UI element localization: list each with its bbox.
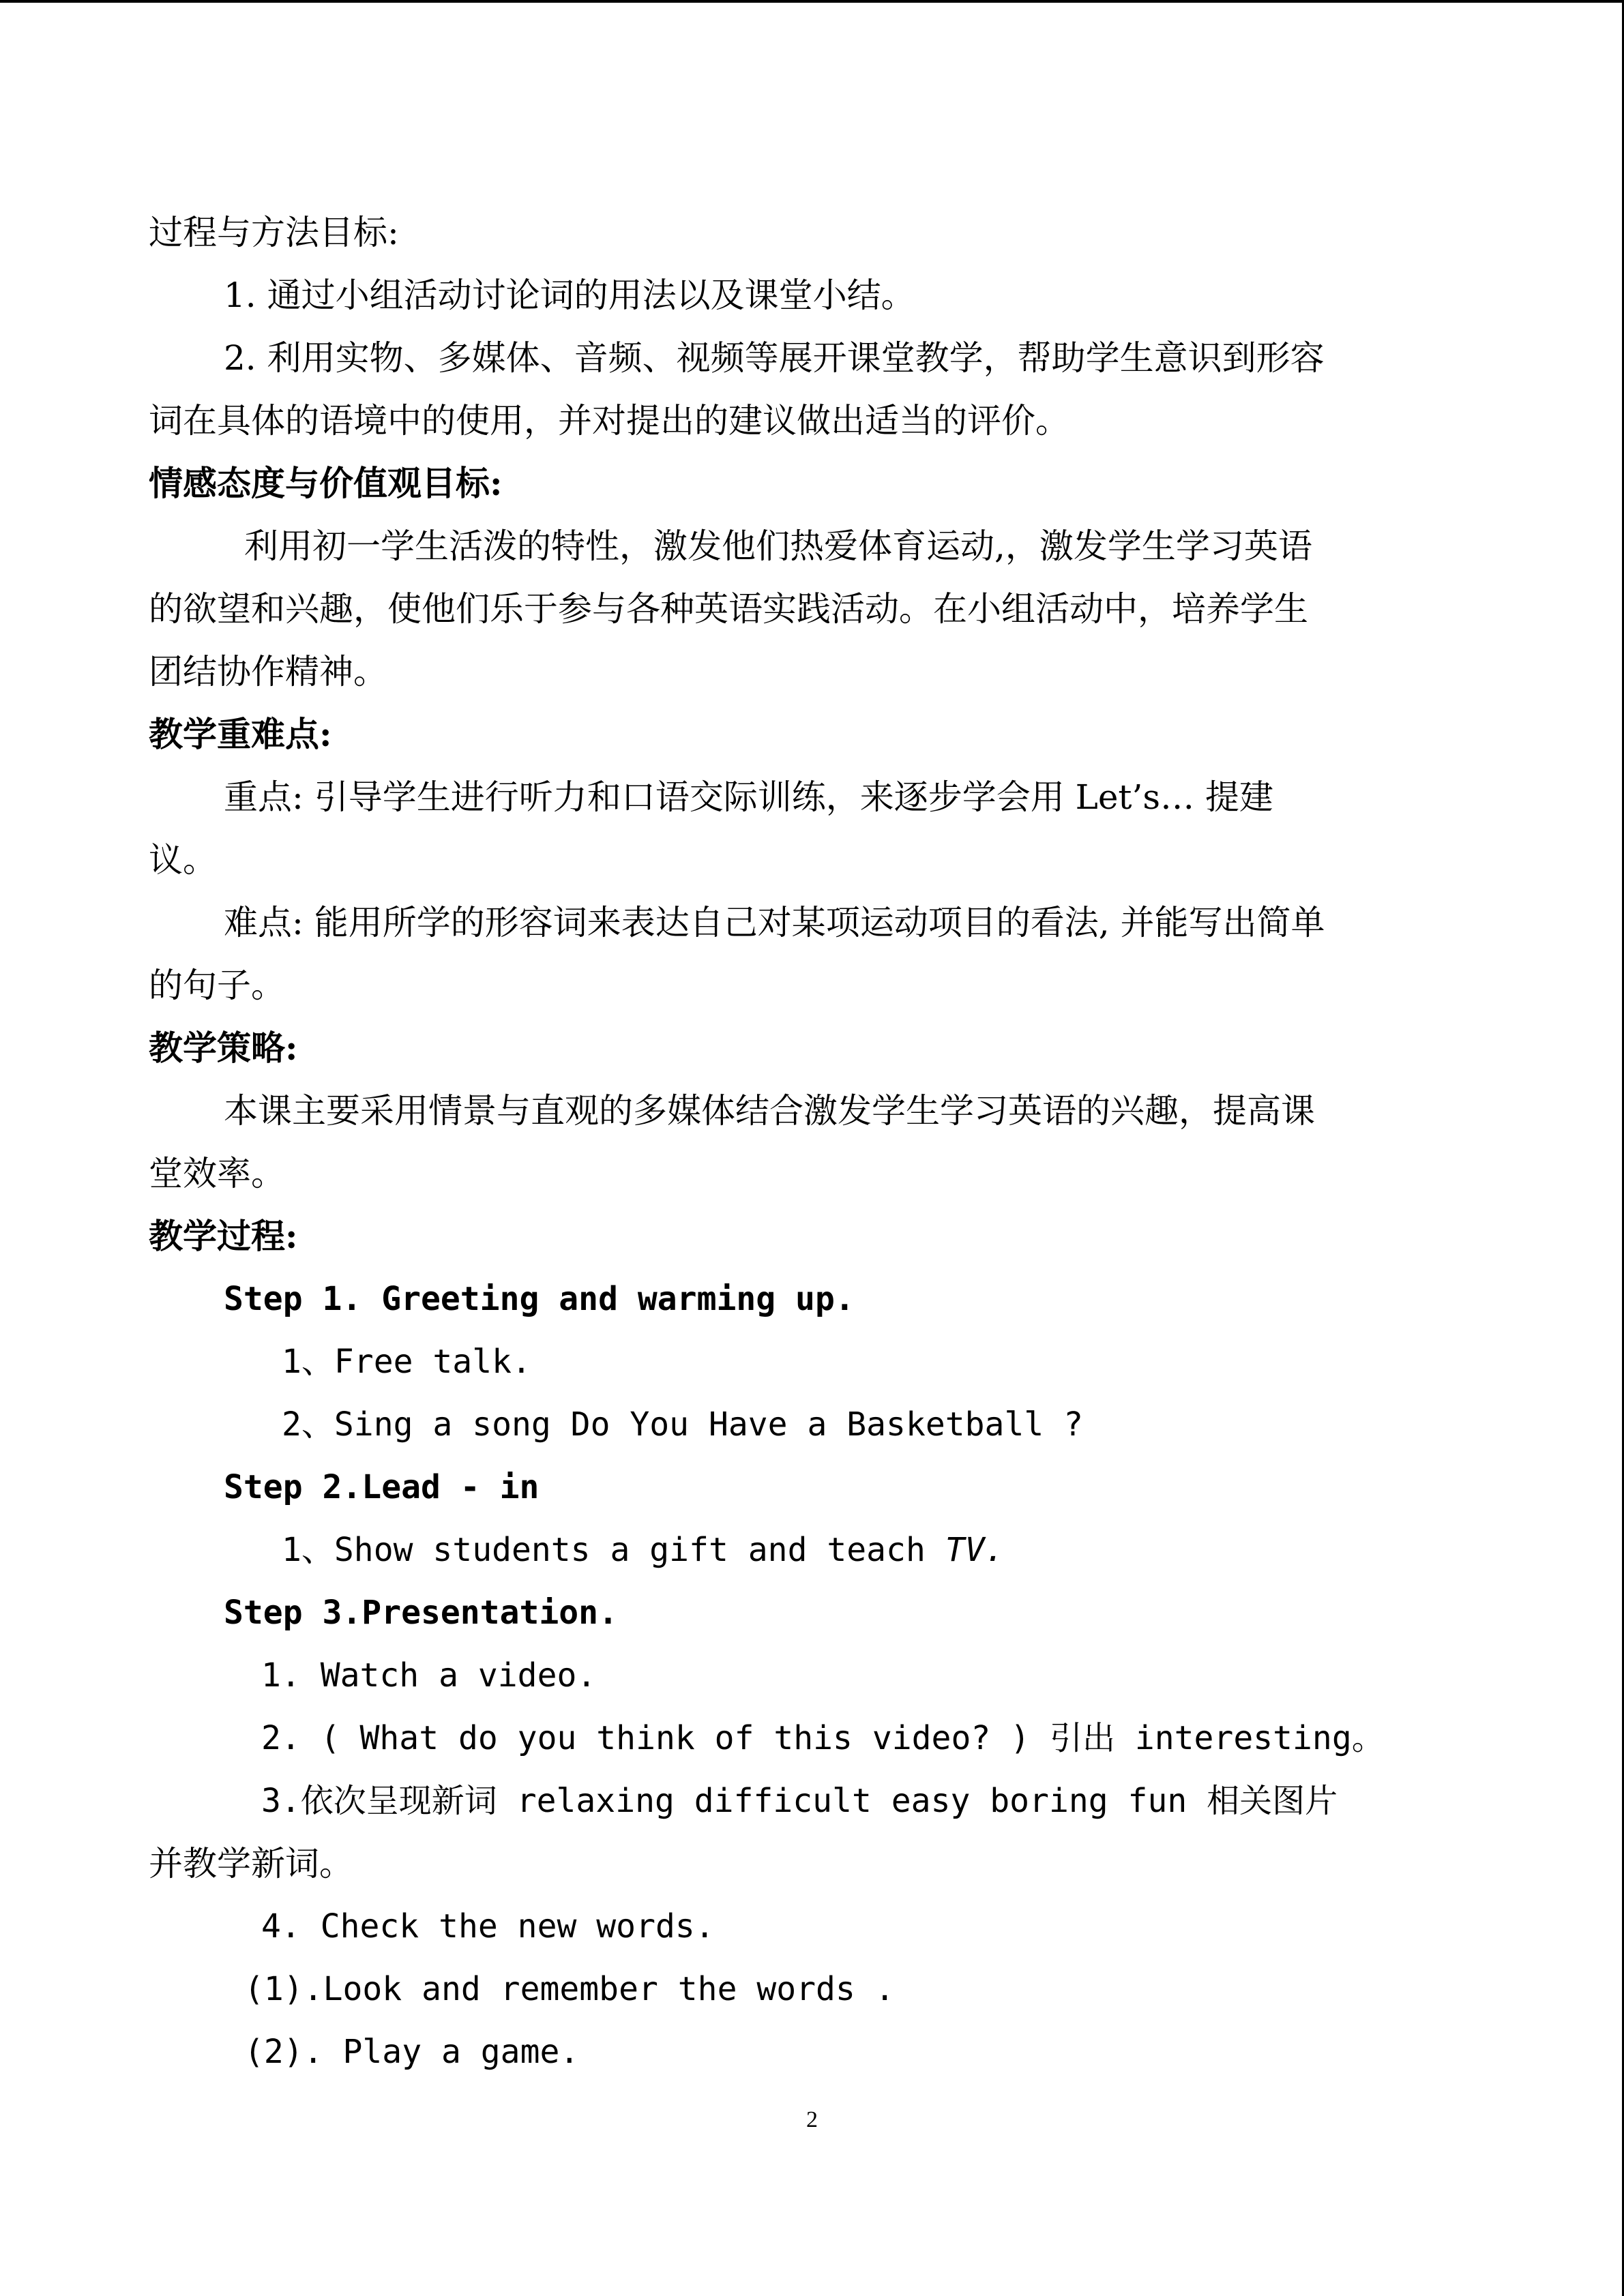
- heading-process-method-goals: 过程与方法目标:: [149, 213, 399, 252]
- paragraph-line: 的欲望和兴趣，使他们乐于参与各种英语实践活动。在小组活动中，培养学生: [149, 589, 1308, 629]
- paragraph-line: 议。: [149, 840, 217, 880]
- step-subitem: (1).Look and remember the words .: [244, 1970, 895, 2008]
- paragraph-line: 本课主要采用情景与直观的多媒体结合激发学生学习英语的兴趣，提高课: [224, 1091, 1315, 1131]
- step-item-emphasis: TV.: [945, 1531, 1005, 1569]
- paragraph-line: 堂效率。: [149, 1154, 285, 1193]
- paragraph-line: 2. 利用实物、多媒体、音频、视频等展开课堂教学，帮助学生意识到形容: [224, 338, 1325, 378]
- step-item: 3.依次呈现新词 relaxing difficult easy boring fun 相关图片: [261, 1782, 1338, 1820]
- step-item: [149, 1519, 1479, 1581]
- paragraph-line: 并教学新词。: [149, 1844, 353, 1883]
- paragraph-line: 团结协作精神。: [149, 652, 387, 691]
- paragraph-line: 1. 通过小组活动讨论词的用法以及课堂小结。: [224, 275, 915, 315]
- step-heading: Step 1. Greeting and warming up.: [224, 1280, 855, 1318]
- paragraph-line: 利用初一学生活泼的特性，激发他们热爱体育运动,，激发学生学习英语: [244, 526, 1312, 566]
- step-item: 2、Sing a song Do You Have a Basketball ?: [282, 1405, 1084, 1444]
- heading-teaching-process: 教学过程:: [149, 1216, 298, 1256]
- document-page: [149, 201, 1479, 2083]
- paragraph-line: 的句子。: [149, 966, 285, 1005]
- step-heading: Step 2.Lead - in: [224, 1468, 540, 1506]
- paragraph-line: 重点: 引导学生进行听力和口语交际训练，来逐步学会用 Let’s… 提建: [224, 777, 1273, 817]
- paragraph-line: 词在具体的语境中的使用，并对提出的建议做出适当的评价。: [149, 401, 1069, 441]
- step-item: 2. ( What do you think of this video? ) 引出 interesting。: [261, 1719, 1385, 1757]
- page-number: 2: [806, 2107, 818, 2132]
- heading-emotion-values-goals: 情感态度与价值观目标:: [149, 463, 503, 503]
- step-item: 1、Free talk.: [282, 1343, 531, 1381]
- paragraph-line: 难点: 能用所学的形容词来表达自己对某项运动项目的看法, 并能写出简单: [224, 903, 1325, 942]
- step-item-text: 1、Show students a gift and teach: [282, 1531, 945, 1569]
- heading-teaching-strategy: 教学策略:: [149, 1028, 298, 1068]
- heading-key-difficult-points: 教学重难点:: [149, 714, 332, 754]
- page-top-border: [0, 0, 1624, 3]
- step-heading: Step 3.Presentation.: [224, 1594, 618, 1632]
- step-subitem: (2). Play a game.: [244, 2033, 580, 2071]
- step-item: 1. Watch a video.: [261, 1656, 597, 1695]
- step-item: 4. Check the new words.: [261, 1907, 715, 1945]
